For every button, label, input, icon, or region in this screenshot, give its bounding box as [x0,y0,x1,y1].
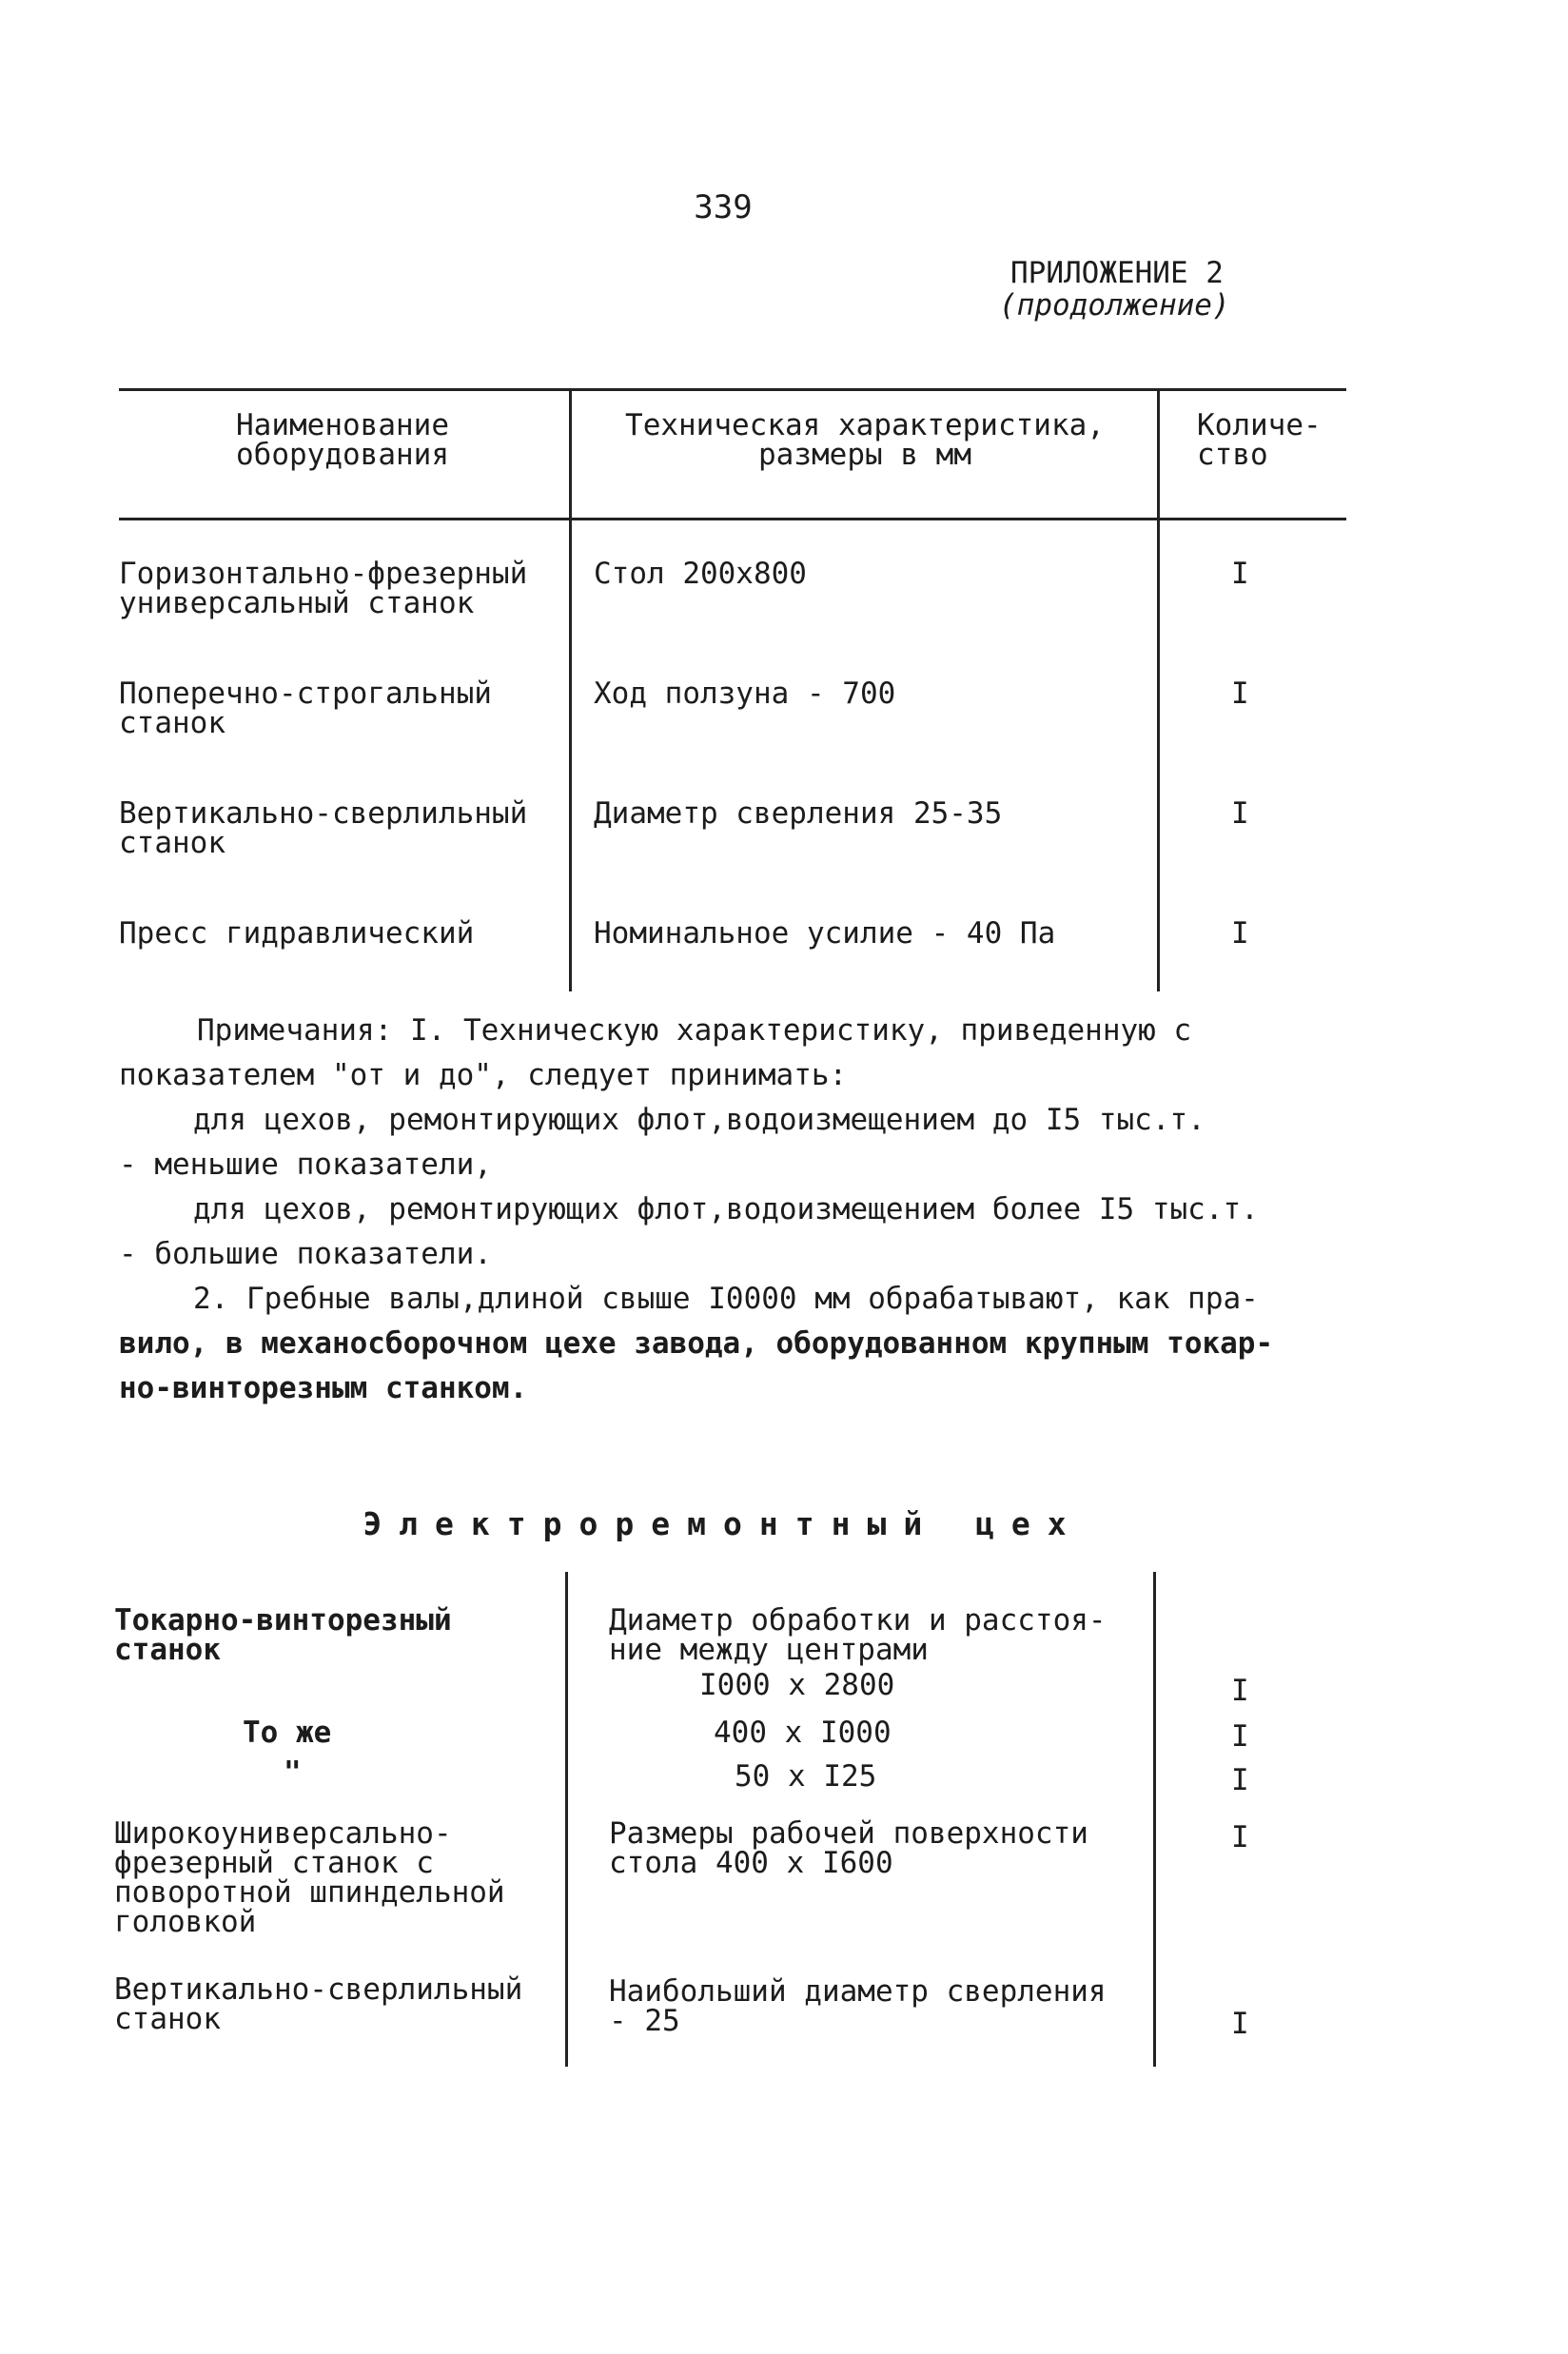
electro-row-3-qty: I [1231,1719,1249,1754]
electro-row-2-spec: I000 x 2800 [699,1668,895,1702]
electro-row-1-spec: Диаметр обработки и расстоя- ние между центрами [609,1603,1107,1667]
note-line-3: для цехов, ремонтирующих флот,водоизмещением до I5 тыс.т. [193,1103,1205,1137]
table-divider-1 [569,390,572,991]
electro-divider-2 [1153,1572,1156,2067]
electro-row-6-spec: Наибольший диаметр сверления - 25 [609,1974,1107,2038]
electro-row-5-spec: Размеры рабочей поверхности стола 400 x I600 [609,1816,1088,1880]
row-2-qty: I [1231,677,1249,711]
row-4-spec: Номинальное усилие - 40 Па [594,916,1056,951]
note-line-2: показателем "от и до", следует принимать: [119,1058,848,1092]
header-spec: Техническая характеристика, размеры в мм [625,408,1105,472]
electro-row-3-spec: 400 x I000 [714,1716,892,1750]
electro-row-4-name: " [284,1756,302,1790]
section-title: Электроремонтный цех [363,1505,1084,1542]
row-2-spec: Ход ползуна - 700 [594,677,896,711]
row-3-name: Вертикально-сверлильный станок [119,796,528,860]
electro-row-6-qty: I [1231,2007,1249,2041]
note-line-8: вило, в механосборочном цехе завода, оборудованном крупным токар- [119,1326,1274,1361]
appendix-title: ПРИЛОЖЕНИЕ 2 [1010,256,1224,290]
electro-row-5-name: Широкоуниверсально- фрезерный станок с поворотной шпиндельной головкой [114,1816,505,1939]
electro-row-3-name: То же [243,1716,332,1750]
table-top-rule [119,388,1346,391]
header-name: Наименование оборудования [236,408,449,472]
note-line-5: для цехов, ремонтирующих флот,водоизмещением более I5 тыс.т. [193,1192,1259,1226]
appendix-subtitle: (продолжение) [999,288,1230,323]
note-line-4: - меньшие показатели, [119,1148,492,1182]
note-line-9: но-винторезным станком. [119,1371,528,1405]
note-line-6: - большие показатели. [119,1237,492,1271]
electro-row-4-qty: I [1231,1763,1249,1797]
electro-divider-1 [565,1572,568,2067]
row-3-spec: Диаметр сверления 25-35 [594,796,1003,831]
row-4-qty: I [1231,916,1249,951]
note-line-7: 2. Гребные валы,длиной свыше I0000 мм обрабатывают, как пра- [193,1282,1259,1316]
row-4-name: Пресс гидравлический [119,916,475,951]
row-3-qty: I [1231,796,1249,831]
note-line-1: Примечания: I. Техническую характеристику, приведенную с [197,1013,1192,1048]
page-number: 339 [694,188,753,226]
header-qty: Количе- ство [1197,408,1322,472]
electro-row-2-qty: I [1231,1674,1249,1708]
row-1-qty: I [1231,557,1249,591]
notes-block [119,1009,1346,1411]
electro-row-4-spec: 50 x I25 [735,1759,877,1794]
electro-row-5-qty: I [1231,1820,1249,1854]
row-2-name: Поперечно-строгальный станок [119,677,492,740]
row-1-spec: Стол 200х800 [594,557,807,591]
electro-row-1-name: Токарно-винторезный станок [114,1603,452,1667]
electro-row-6-name: Вертикально-сверлильный станок [114,1972,523,2036]
appendix-label [999,256,1230,323]
table-header-rule [119,518,1346,520]
row-1-name: Горизонтально-фрезерный универсальный станок [119,557,528,620]
table-divider-2 [1157,390,1160,991]
